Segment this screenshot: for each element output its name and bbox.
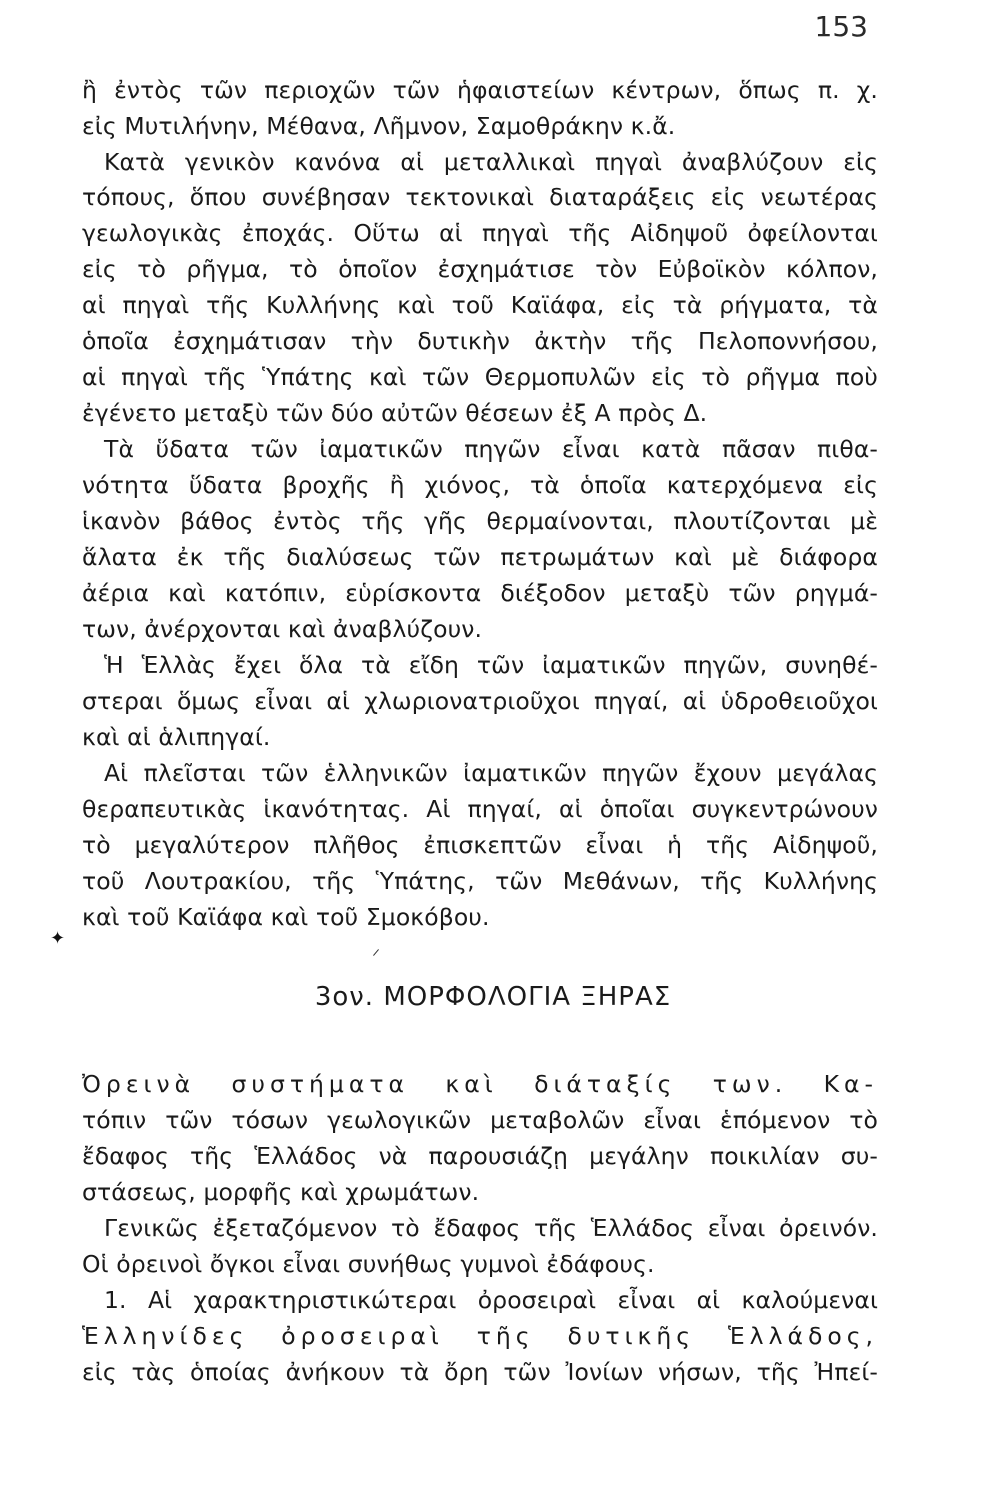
text-line: ἀέρια καὶ κατόπιν, εὑρίσκοντα διέξοδον μεταξὺ τῶν ρηγμά- (82, 579, 878, 607)
paragraph-start-line: Ἡ Ἑλλὰς ἔχει ὅλα τὰ εἴδη τῶν ἰαματικῶν πηγῶν, συνηθέ- (104, 651, 878, 679)
text-line: ἐγένετο μεταξὺ τῶν δύο αὐτῶν θέσεων ἐξ Α πρὸς Δ. (82, 399, 708, 427)
text-line: γεωλογικὰς ἐποχάς. Οὕτω αἱ πηγαὶ τῆς Αἰδηψοῦ ὀφείλονται (82, 219, 878, 247)
text-line: τόπους, ὅπου συνέβησαν τεκτονικαὶ διαταράξεις εἰς νεωτέρας (82, 183, 878, 211)
text-line: εἰς τὸ ρῆγμα, τὸ ὁποῖον ἐσχημάτισε τὸν Εὐβοϊκὸν κόλπον, (82, 255, 878, 283)
paragraph-start-line: Αἱ πλεῖσται τῶν ἑλληνικῶν ἰαματικῶν πηγῶν ἔχουν μεγάλας (104, 759, 878, 787)
text-line: ἱκανὸν βάθος ἐντὸς τῆς γῆς θερμαίνονται, πλουτίζονται μὲ (82, 507, 878, 535)
text-line: καὶ αἱ ἁλιπηγαί. (82, 723, 271, 751)
paragraph-start-line: 1. Αἱ χαρακτηριστικώτεραι ὀροσειραὶ εἶναι αἱ καλούμεναι (104, 1286, 878, 1314)
text-line: τοῦ Λουτρακίου, τῆς Ὑπάτης, τῶν Μεθάνων, τῆς Κυλλήνης (82, 867, 878, 895)
section-heading: 3ον. ΜΟΡΦΟΛΟΓΙΑ ΞΗΡΑΣ (314, 982, 672, 1012)
text-line: τὸ μεγαλύτερον πλῆθος ἐπισκεπτῶν εἶναι ἡ τῆς Αἰδηψοῦ, (82, 831, 878, 859)
stray-mark-icon (373, 949, 379, 956)
text-line: ἢ ἐντὸς τῶν περιοχῶν τῶν ἡφαιστείων κέντρων, ὅπως π. χ. (82, 76, 878, 104)
spaced-text-line: Ἑλληνίδες ὀροσειραὶ τῆς δυτικῆς Ἑλλάδος, (82, 1322, 878, 1350)
text-line: εἰς Μυτιλήνην, Μέθανα, Λῆμνον, Σαμοθράκην κ.ἄ. (82, 112, 676, 140)
margin-mark-icon: ✦ (50, 928, 66, 949)
paragraph-start-line: Τὰ ὕδατα τῶν ἰαματικῶν πηγῶν εἶναι κατὰ πᾶσαν πιθα- (104, 435, 878, 463)
paragraph-start-line: Γενικῶς ἐξεταζόμενον τὸ ἔδαφος τῆς Ἑλλάδος εἶναι ὀρεινόν. (104, 1214, 878, 1242)
text-line: νότητα ὕδατα βροχῆς ἢ χιόνος, τὰ ὁποῖα κατερχόμενα εἰς (82, 471, 878, 499)
text-line: θεραπευτικὰς ἱκανότητας. Αἱ πηγαί, αἱ ὁποῖαι συγκεντρώνουν (82, 795, 878, 823)
text-line: εἰς τὰς ὁποίας ἀνήκουν τὰ ὄρη τῶν Ἰονίων νήσων, τῆς Ἠπεί- (82, 1358, 878, 1386)
text-line: καὶ τοῦ Καϊάφα καὶ τοῦ Σμοκόβου. (82, 903, 490, 931)
text-line: των, ἀνέρχονται καὶ ἀναβλύζουν. (82, 615, 483, 643)
subheading-line: Ὀρεινὰ συστήματα καὶ διάταξίς των. Κα- (82, 1070, 878, 1098)
text-line: τόπιν τῶν τόσων γεωλογικῶν μεταβολῶν εἶναι ἑπόμενον τὸ (82, 1106, 878, 1134)
text-line: αἱ πηγαὶ τῆς Κυλλήνης καὶ τοῦ Καϊάφα, εἰς τὰ ρήγματα, τὰ (82, 291, 878, 319)
text-line: ὁποῖα ἐσχημάτισαν τὴν δυτικὴν ἀκτὴν τῆς Πελοποννήσου, (82, 327, 878, 355)
text-line: ἔδαφος τῆς Ἑλλάδος νὰ παρουσιάζῃ μεγάλην ποικιλίαν συ- (82, 1142, 878, 1170)
paragraph-start-line: Κατὰ γενικὸν κανόνα αἱ μεταλλικαὶ πηγαὶ ἀναβλύζουν εἰς (104, 148, 878, 176)
text-line: στάσεως, μορφῆς καὶ χρωμάτων. (82, 1178, 480, 1206)
text-line: αἱ πηγαὶ τῆς Ὑπάτης καὶ τῶν Θερμοπυλῶν εἰς τὸ ρῆγμα ποὺ (82, 363, 878, 391)
page-number: 153 (814, 10, 868, 43)
text-line: ἅλατα ἐκ τῆς διαλύσεως τῶν πετρωμάτων καὶ μὲ διάφορα (82, 543, 878, 571)
text-line: Οἱ ὀρεινοὶ ὄγκοι εἶναι συνήθως γυμνοὶ ἐδάφους. (82, 1250, 655, 1278)
text-line: στεραι ὅμως εἶναι αἱ χλωριονατριοῦχοι πηγαί, αἱ ὑδροθειοῦχοι (82, 687, 878, 715)
